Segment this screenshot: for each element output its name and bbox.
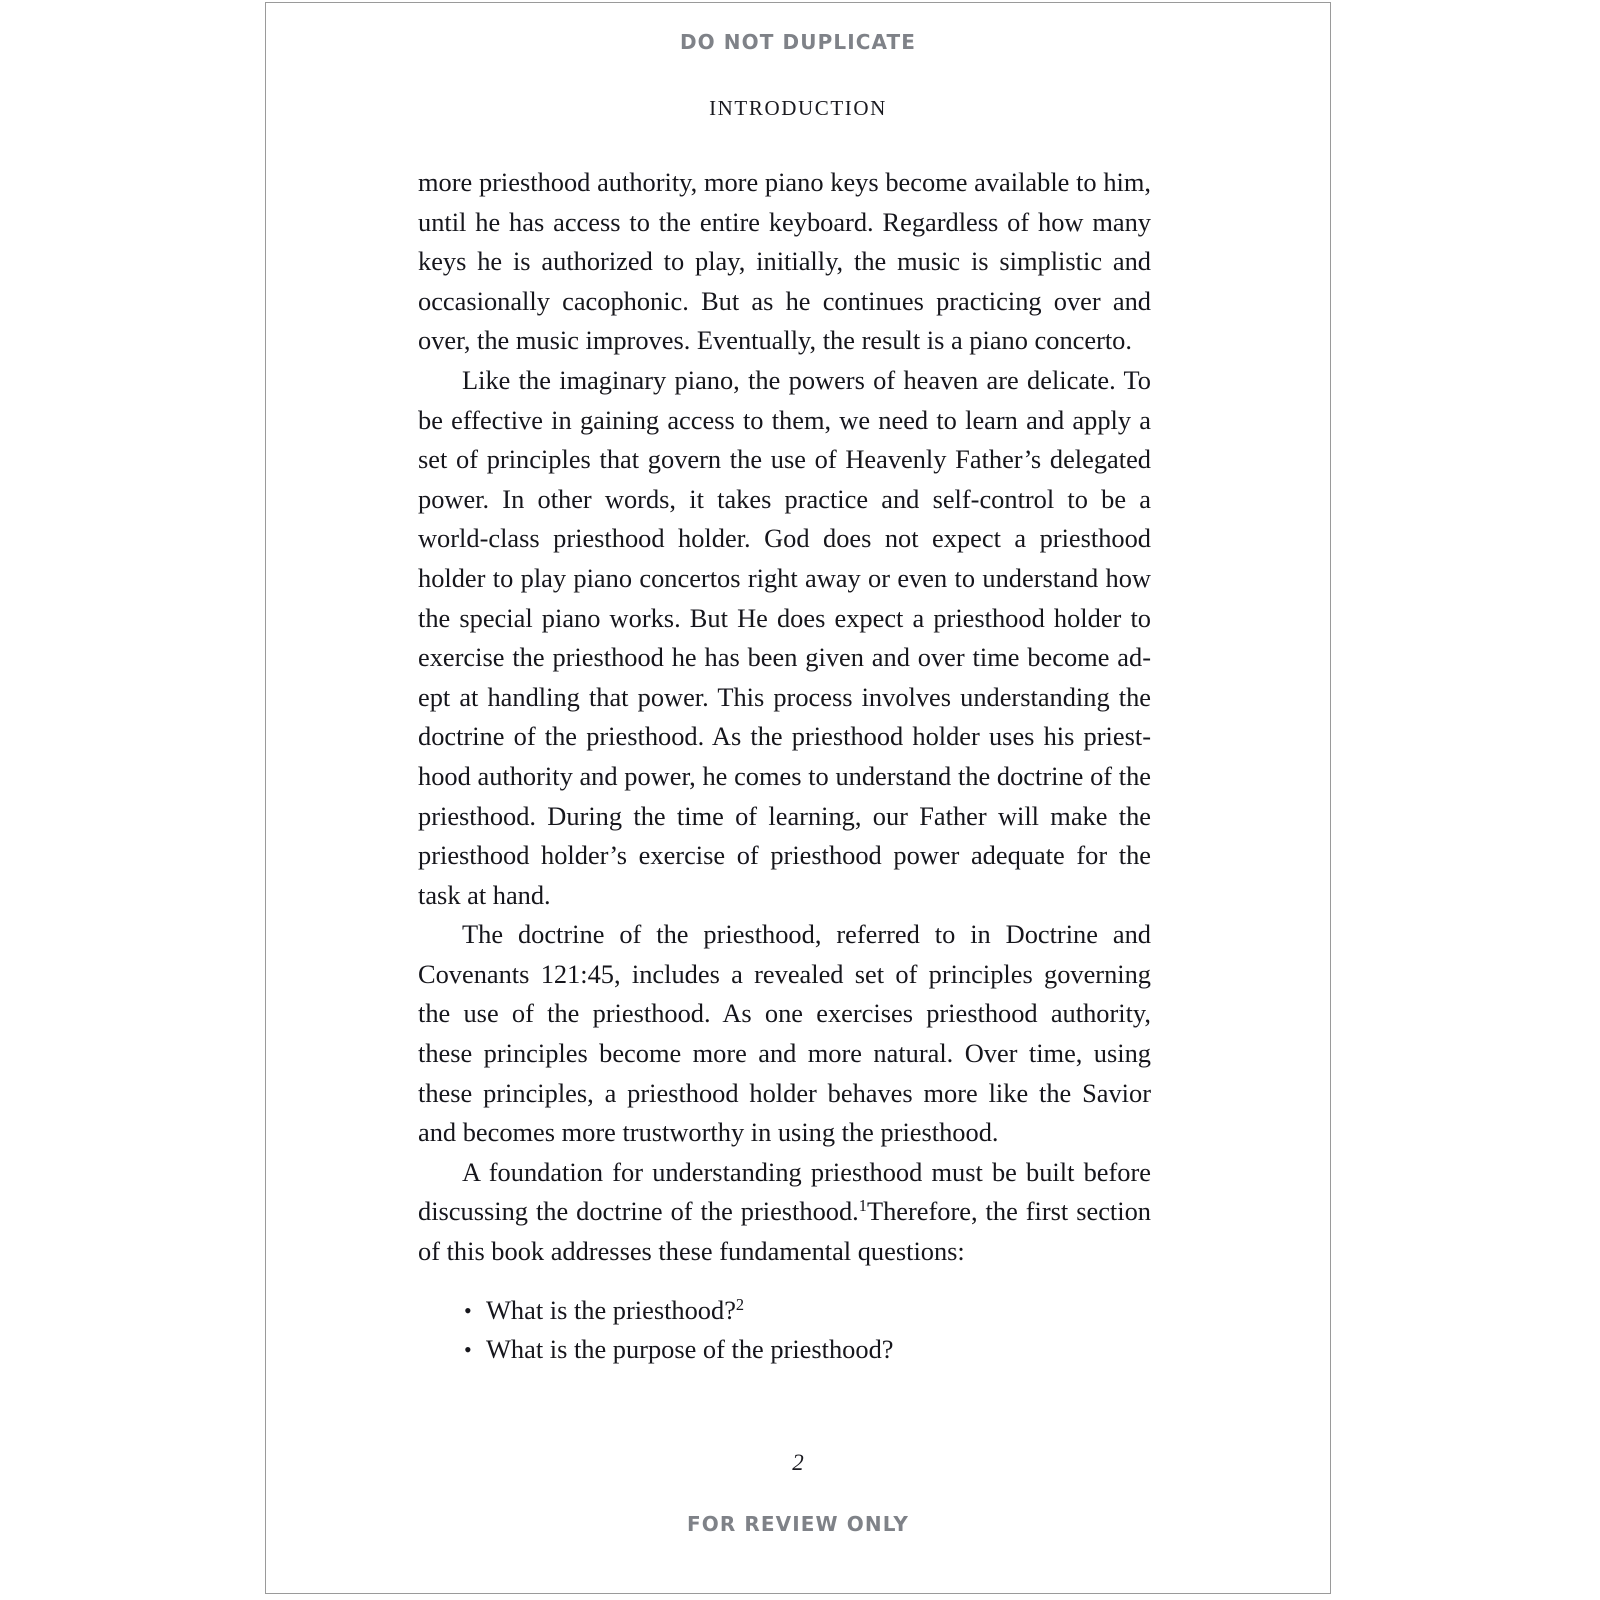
list-item <box>418 1291 1151 1331</box>
list-item <box>418 1330 1151 1370</box>
paragraph-doctrine-of-priesthood: The doctrine of the priesthood, referred to in Doctrine and Covenants 121:45, includes a revealed set of principles governing the use of the priesthood. As one exercises priesthood authority, these principles become more and more natural. Over time, using these principles, a priesthood holder behaves more like the Savior and becomes more trustworthy in using the priesthood. <box>418 919 1151 1148</box>
footnote-marker-1[interactable]: 1 <box>858 1196 867 1216</box>
for-review-only-watermark: FOR REVIEW ONLY <box>686 1512 910 1536</box>
paragraph-foundation <box>418 1153 1151 1272</box>
do-not-duplicate-watermark: DO NOT DUPLICATE <box>679 30 917 54</box>
body-text-block <box>418 163 1151 1370</box>
paragraph-foundation-text-a: A foundation for understanding priesthood must be built before discussing the doctrine of the priesthood. <box>418 1156 1151 1227</box>
footnote-marker-2[interactable]: 2 <box>735 1294 745 1314</box>
running-head-chapter-title: INTRODUCTION <box>709 96 887 120</box>
bullet-icon: • <box>464 1337 472 1363</box>
page-content-area <box>266 3 1330 1593</box>
paragraph-powers-of-heaven: Like the imaginary piano, the powers of heaven are delicate. To be effective in gaining access to them, we need to learn and apply a set of principles that govern the use of Heavenly Father’s delegated power. In other words, it takes practice and self-control to be a world-class priesthood holder. God does not expect a priesthood holder to play piano concertos right away or even to understand how the special piano works. But He does expect a priesthood holder to exercise the priesthood he has been given and over time become adept at handling that power. This process involves understanding the doctrine of the priesthood. As the priesthood holder uses his priesthood authority and power, he comes to understand the doctrine of the priesthood. During the time of learning, our Father will make the priesthood holder’s exercise of priesthood power adequate for the task at hand. <box>418 364 1151 910</box>
question-text: What is the priesthood? <box>486 1294 736 1325</box>
bullet-icon: • <box>464 1297 472 1323</box>
fundamental-questions-list <box>418 1291 1151 1370</box>
book-page-sheet <box>265 2 1331 1594</box>
page-number: 2 <box>792 1450 804 1475</box>
paragraph-foundation-text-b: Therefore, the first section of this book addresses these fundamental questions: <box>418 1196 1151 1267</box>
question-text: What is the purpose of the priesthood? <box>486 1334 894 1365</box>
paragraph-continuation: more priesthood authority, more piano keys become available to him, until he has access to the entire keyboard. Regardless of how many keys he is authorized to play, initially, the music is simplistic and occasionally cacophonic. But as he continues practicing over and over, the music improves. Eventually, the result is a piano concerto. <box>418 167 1151 356</box>
